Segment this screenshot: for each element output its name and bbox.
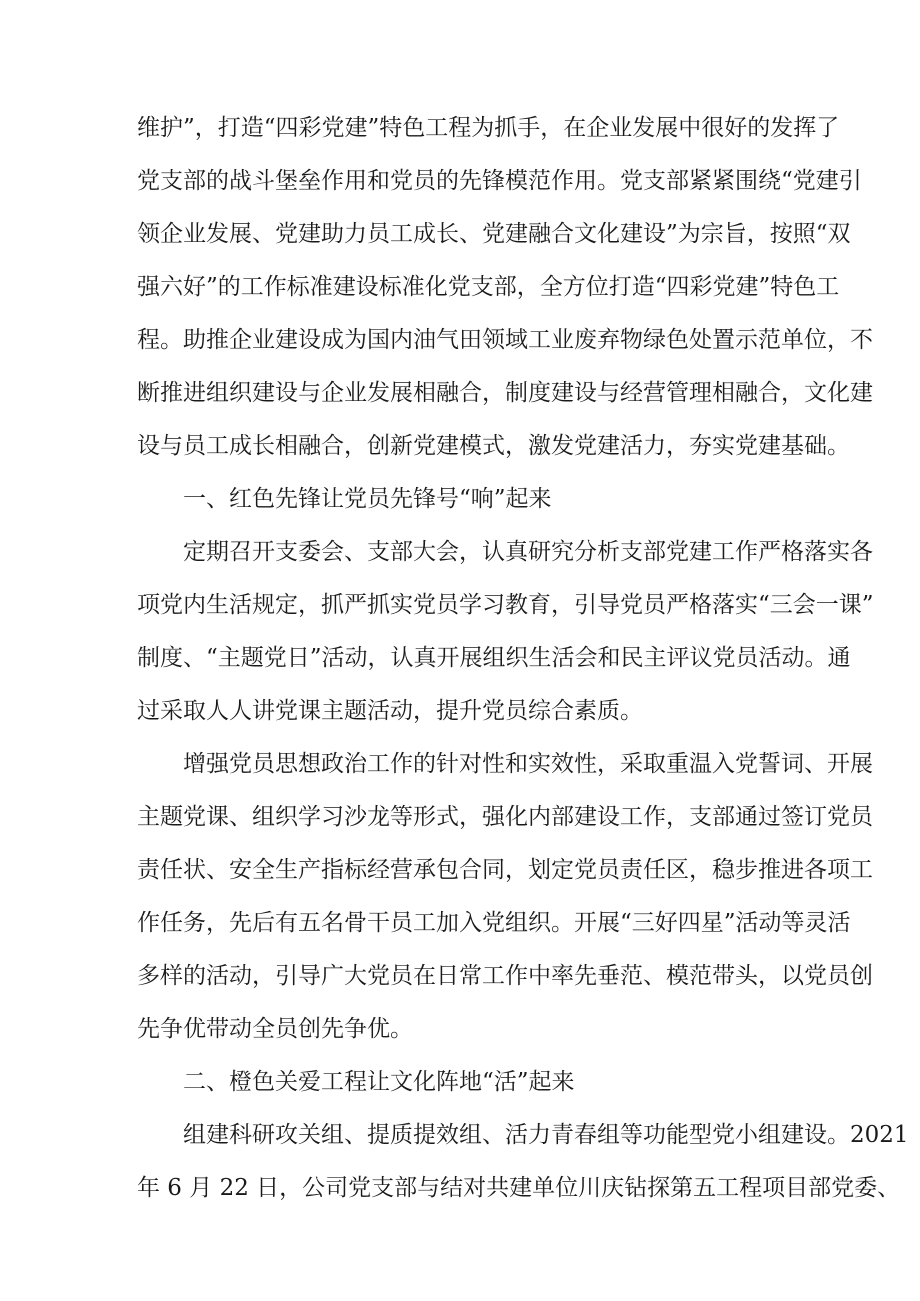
text-line: 过采取人人讲党课主题活动，提升党员综合素质。: [137, 698, 643, 724]
text-line: 主题党课、组织学习沙龙等形式，强化内部建设工作，支部通过签订党员: [137, 804, 873, 830]
text-line: 定期召开支委会、支部大会，认真研究分析支部党建工作严格落实各: [183, 539, 873, 565]
text-line: 项党内生活规定，抓严抓实党员学习教育，引导党员严格落实“三会一课”: [137, 592, 874, 618]
section-heading-orange-care: 二、橙色关爱工程让文化阵地“活”起来: [183, 1069, 575, 1095]
section-heading-red-vanguard: 一、红色先锋让党员先锋号“响”起来: [183, 486, 552, 512]
text-line: 先争优带动全员创先争优。: [137, 1016, 413, 1042]
text-line: 组建科研攻关组、提质提效组、活力青春组等功能型党小组建设。2021: [183, 1122, 909, 1148]
text-line: 断推进组织建设与企业发展相融合，制度建设与经营管理相融合，文化建: [137, 380, 873, 406]
text-line: 年 6 月 22 日，公司党支部与结对共建单位川庆钻探第五工程项目部党委、: [137, 1175, 901, 1201]
text-line: 增强党员思想政治工作的针对性和实效性，采取重温入党誓词、开展: [183, 751, 873, 777]
text-line: 设与员工成长相融合，创新党建模式，激发党建活力，夯实党建基础。: [137, 433, 850, 459]
text-line: 程。助推企业建设成为国内油气田领域工业废弃物绿色处置示范单位，不: [137, 327, 873, 353]
text-line: 党支部的战斗堡垒作用和党员的先锋模范作用。党支部紧紧围绕“党建引: [137, 168, 862, 194]
text-line: 强六好”的工作标准建设标准化党支部，全方位打造“四彩党建”特色工: [137, 274, 840, 300]
text-line: 多样的活动，引导广大党员在日常工作中率先垂范、模范带头，以党员创: [137, 963, 873, 989]
text-line: 维护”，打造“四彩党建”特色工程为抓手，在企业发展中很好的发挥了: [137, 115, 840, 141]
text-line: 制度、“主题党日”活动，认真开展组织生活会和民主评议党员活动。通: [137, 645, 851, 671]
text-line: 责任状、安全生产指标经营承包合同，划定党员责任区，稳步推进各项工: [137, 857, 873, 883]
text-line: 作任务，先后有五名骨干员工加入党组织。开展“三好四星”活动等灵活: [137, 910, 851, 936]
text-line: 领企业发展、党建助力员工成长、党建融合文化建设”为宗旨，按照“双: [137, 221, 851, 247]
